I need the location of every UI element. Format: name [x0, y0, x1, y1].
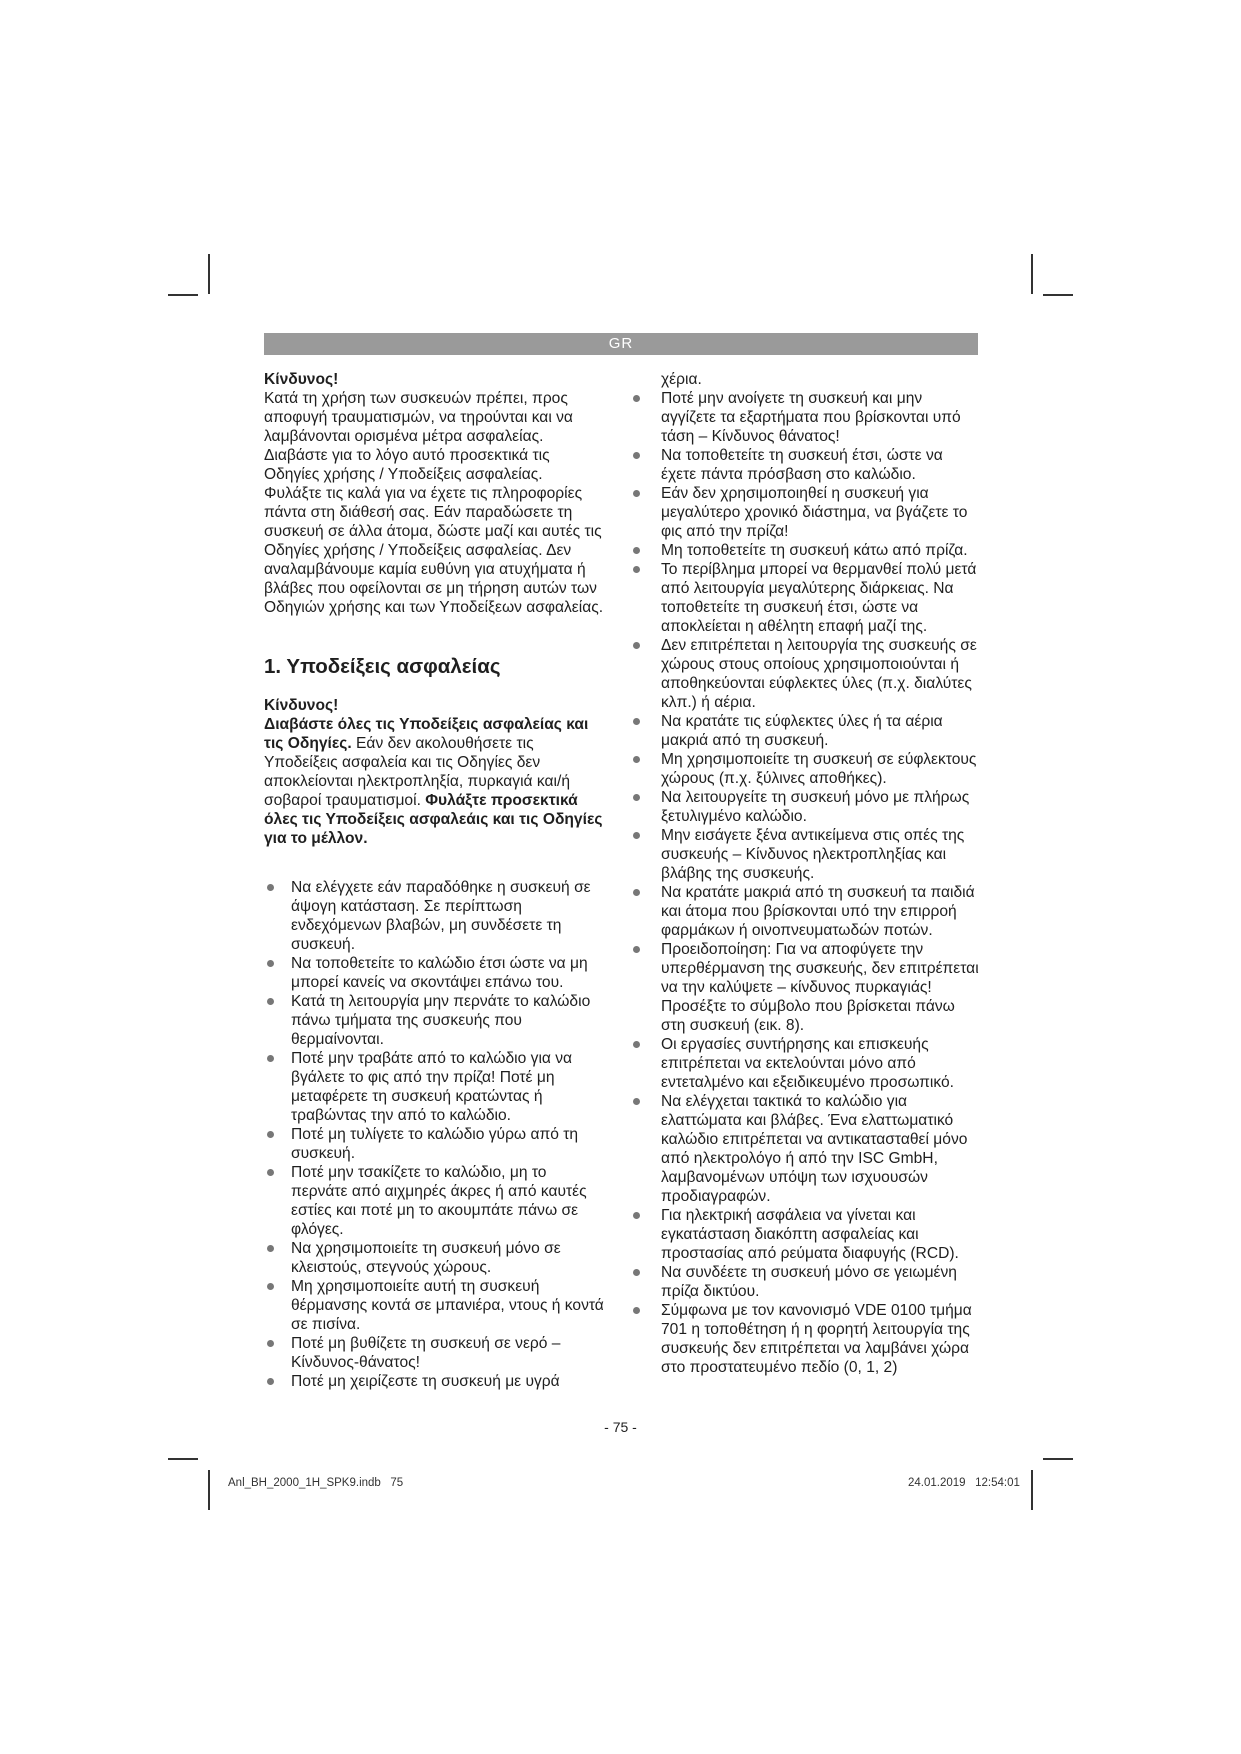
list-item: Το περίβλημα μπορεί να θερμανθεί πολύ μετά από λειτουργία μεγαλύτερης διάρκειας. Να τοποθετείτε τη συσκευή έτσι, ώστε να αποκλείεται η αθέλητη επαφή μαζί της. [630, 560, 980, 636]
intro-warning-title: Κίνδυνος! [264, 371, 339, 388]
crop-mark [1031, 1470, 1033, 1510]
list-item: Σύμφωνα με τον κανονισμό VDE 0100 τμήμα 701 η τοποθέτηση ή η φορητή λειτουργία της συσκευής δεν επιτρέπεται να λαμβάνει χώρα στο προστατευμένο πεδίο (0, 1, 2) [630, 1301, 980, 1377]
section-bold-2: Φυλάξτε προσεκτικά όλες τις Υποδείξεις ασφαλεάις και τις Οδηγίες για το μέλλον. [264, 792, 603, 847]
list-item: Κατά τη λειτουργία μην περνάτε το καλώδιο πάνω τμήματα της συσκευής που θερμαίνονται. [264, 992, 604, 1049]
section-bold-1: Διαβάστε όλες τις Υποδείξεις ασφαλείας και τις Οδηγίες. [264, 716, 589, 752]
footer-timestamp: 24.01.2019 12:54:01 [908, 1477, 1020, 1489]
crop-mark [1043, 1458, 1073, 1460]
list-item: Να συνδέετε τη συσκευή μόνο σε γειωμένη πρίζα δικτύου. [630, 1263, 980, 1301]
list-item: Να τοποθετείτε το καλώδιο έτσι ώστε να μη μπορεί κανείς να σκοντάψει επάνω του. [264, 954, 604, 992]
list-item: Να κρατάτε μακριά από τη συσκευή τα παιδιά και άτομα που βρίσκονται υπό την επιρροή φαρμάκων ή οινοπνευματωδών ποτών. [630, 883, 980, 940]
left-column [264, 370, 604, 1391]
footer-file: Anl_BH_2000_1H_SPK9.indb 75 [228, 1477, 404, 1489]
crop-mark [208, 254, 210, 294]
crop-mark [168, 294, 198, 296]
continuation-text: χέρια. [661, 371, 702, 388]
list-item: Ποτέ μη βυθίζετε τη συσκευή σε νερό – Κίνδυνος-θάνατος! [264, 1334, 604, 1372]
list-item: Οι εργασίες συντήρησης και επισκευής επιτρέπεται να εκτελούνται μόνο από εντεταλμένο και εξειδικευμένο προσωπικό. [630, 1035, 980, 1092]
language-header: GR [264, 333, 978, 355]
crop-mark [1043, 294, 1073, 296]
list-item: Να κρατάτε τις εύφλεκτες ύλες ή τα αέρια μακριά από τη συσκευή. [630, 712, 980, 750]
list-item: Ποτέ μη χειρίζεστε τη συσκευή με υγρά [264, 1372, 604, 1391]
list-item: Να ελέγχετε εάν παραδόθηκε η συσκευή σε άψογη κατάσταση. Σε περίπτωση ενδεχόμενων βλαβών, μη συνδέσετε τη συσκευή. [264, 878, 604, 954]
crop-mark [168, 1458, 198, 1460]
list-item: Να χρησιμοποιείτε τη συσκευή μόνο σε κλειστούς, στεγνούς χώρους. [264, 1239, 604, 1277]
right-column [630, 370, 980, 1377]
list-item: Ποτέ μην ανοίγετε τη συσκευή και μην αγγίζετε τα εξαρτήματα που βρίσκονται υπό τάση – Κίνδυνος θάνατος! [630, 389, 980, 446]
list-item: Να τοποθετείτε τη συσκευή έτσι, ώστε να έχετε πάντα πρόσβαση στο καλώδιο. [630, 446, 980, 484]
crop-mark [208, 1470, 210, 1510]
bullet-list-left [264, 878, 604, 1391]
list-item: Δεν επιτρέπεται η λειτουργία της συσκευής σε χώρους στους οποίους χρησιμοποιούνται ή αποθηκεύονται εύφλεκτες ύλες (π.χ. διαλύτες κλπ.) ή αέρια. [630, 636, 980, 712]
list-item: Να λειτουργείτε τη συσκευή μόνο με πλήρως ξετυλιγμένο καλώδιο. [630, 788, 980, 826]
crop-mark [1031, 254, 1033, 294]
list-item: Μην εισάγετε ξένα αντικείμενα στις οπές της συσκευής – Κίνδυνος ηλεκτροπληξίας και βλάβης της συσκευής. [630, 826, 980, 883]
list-item: Ποτέ μη τυλίγετε το καλώδιο γύρω από τη συσκευή. [264, 1125, 604, 1163]
section-warning-title: Κίνδυνος! [264, 697, 339, 714]
list-item: Να ελέγχεται τακτικά το καλώδιο για ελαττώματα και βλάβες. Ένα ελαττωματικό καλώδιο επιτρέπεται να αντικατασταθεί μόνο από ηλεκτρολόγο ή από την ISC GmbH, λαμβανομένων υπόψη των ισχυουσών προδιαγραφών. [630, 1092, 980, 1206]
bullet-list-right [630, 389, 980, 1377]
list-item: Ποτέ μην τραβάτε από το καλώδιο για να βγάλετε το φις από την πρίζα! Ποτέ μη μεταφέρετε τη συσκευή κρατώντας ή τραβώντας την από το καλώδιο. [264, 1049, 604, 1125]
section-text-1: Εάν δεν ακολουθήσετε τις Υποδείξεις ασφαλεία και τις Οδηγίες δεν αποκλείονται ηλεκτροπληξία, πυρκαγιά και/ή σοβαροί τραυματισμοί. [264, 735, 570, 809]
section-title: 1. Υποδείξεις ασφαλείας [264, 655, 501, 678]
list-item: Μη χρησιμοποιείτε τη συσκευή σε εύφλεκτους χώρους (π.χ. ξύλινες αποθήκες). [630, 750, 980, 788]
intro-text: Κατά τη χρήση των συσκευών πρέπει, προς αποφυγή τραυματισμών, να τηρούνται και να λαμβάνονται ορισμένα μέτρα ασφαλείας. Διαβάστε για το λόγο αυτό προσεκτικά τις Οδηγίες χρήσης / Υποδείξεις ασφαλείας. Φυλάξτε τις καλά για να έχετε τις πληροφορίες πάντα στη διάθεσή σας. Εάν παραδώσετε τη συσκευή σε άλλα άτομα, δώστε μαζί και αυτές τις Οδηγίες χρήσης / Υποδείξεις ασφαλείας. Δεν αναλαμβάνουμε καμία ευθύνη για ατυχήματα ή βλάβες που οφείλονται σε μη τήρηση αυτών των Οδηγιών χρήσης και των Υποδείξεων ασφαλείας. [264, 390, 604, 616]
page-number: - 75 - [604, 1419, 637, 1435]
list-item: Μη χρησιμοποιείτε αυτή τη συσκευή θέρμανσης κοντά σε μπανιέρα, ντους ή κοντά σε πισίνα. [264, 1277, 604, 1334]
list-item: Εάν δεν χρησιμοποιηθεί η συσκευή για μεγαλύτερο χρονικό διάστημα, να βγάζετε το φις από την πρίζα! [630, 484, 980, 541]
list-item: Για ηλεκτρική ασφάλεια να γίνεται και εγκατάσταση διακόπτη ασφαλείας και προστασίας από ρεύματα διαφυγής (RCD). [630, 1206, 980, 1263]
list-item: Μη τοποθετείτε τη συσκευή κάτω από πρίζα. [630, 541, 980, 560]
list-item: Ποτέ μην τσακίζετε το καλώδιο, μη το περνάτε από αιχμηρές άκρες ή από καυτές εστίες και ποτέ μη το ακουμπάτε πάνω σε φλόγες. [264, 1163, 604, 1239]
section-paragraph [264, 715, 604, 848]
list-item: Προειδοποίηση: Για να αποφύγετε την υπερθέρμανση της συσκευής, δεν επιτρέπεται να την καλύψετε – κίνδυνος πυρκαγιάς! Προσέξτε το σύμβολο που βρίσκεται πάνω στη συσκευή (εικ. 8). [630, 940, 980, 1035]
